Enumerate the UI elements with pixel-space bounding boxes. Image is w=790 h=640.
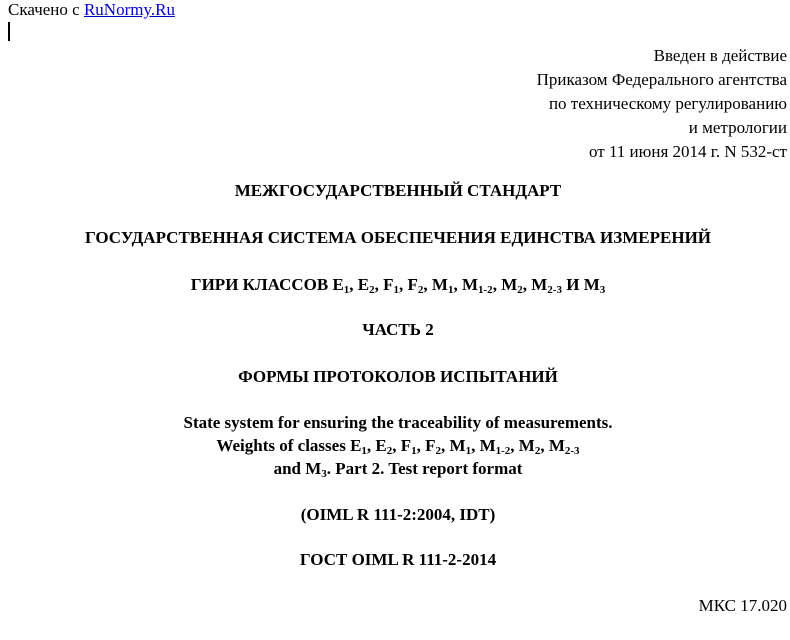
weight-class: $M_3$ — [305, 459, 327, 480]
gost-designation: ГОСТ OIML R 111-2-2014 — [299, 550, 497, 569]
weight-class: $M_{1-2}$ — [479, 436, 511, 457]
weight-class: $F_1$ — [383, 275, 400, 296]
weight-class: $M_2$ — [501, 275, 523, 296]
enactment-note — [537, 44, 787, 164]
english-title-line-3 — [0, 457, 790, 480]
source-line — [8, 0, 175, 20]
english-line3-suffix: . Part 2. Test report format — [326, 459, 523, 478]
enactment-line: Приказом Федерального агентства — [536, 70, 787, 89]
mks-code: МКС 17.020 — [698, 596, 787, 615]
forms-heading: ФОРМЫ ПРОТОКОЛОВ ИСПЫТАНИЙ — [238, 367, 558, 386]
english-line2-prefix: Weights of classes — [216, 436, 351, 455]
weights-class-list: $E_1$, $E_2$, $F_1$, $F_2$, $M_1$, $M_{1-2}$, $M_2$, $M_{2-3}$ И $M_3$ — [332, 275, 606, 296]
state-system-heading: ГОСУДАРСТВЕННАЯ СИСТЕМА ОБЕСПЕЧЕНИЯ ЕДИНСТВА ИЗМЕРЕНИЙ — [84, 228, 712, 247]
weight-class: $E_1$ — [350, 436, 367, 457]
weight-class: $M_{2-3}$ — [531, 275, 562, 296]
enactment-line: и метрологии — [688, 118, 787, 137]
weight-class: $M_1$ — [431, 275, 454, 296]
english-title — [0, 411, 790, 480]
interstate-standard-heading: МЕЖГОСУДАРСТВЕННЫЙ СТАНДАРТ — [234, 181, 562, 200]
weight-class: $F_2$ — [425, 436, 442, 457]
english-title-line-2 — [0, 434, 790, 457]
weights-classes-heading — [0, 275, 790, 295]
text-cursor — [8, 22, 10, 41]
weight-class: $M_1$ — [449, 436, 472, 457]
weight-class: $M_{2-3}$ — [548, 436, 580, 457]
weight-class: $E_2$ — [375, 436, 393, 457]
english-title-line-1: State system for ensuring the traceability of measurements. — [183, 413, 613, 432]
enactment-line: от 11 июня 2014 г. N 532-ст — [588, 142, 787, 161]
part-heading: ЧАСТЬ 2 — [362, 320, 434, 339]
source-link[interactable]: RuNormy.Ru — [83, 0, 175, 19]
weight-class: $F_1$ — [400, 436, 417, 457]
weight-class: $M_3$ — [583, 275, 606, 296]
weight-class: $E_1$ — [332, 275, 350, 296]
weights-prefix: ГИРИ КЛАССОВ — [190, 275, 333, 294]
oiml-reference: (OIML R 111-2:2004, IDT) — [300, 505, 496, 524]
english-line3-prefix: and — [273, 459, 306, 478]
weight-class: $F_2$ — [407, 275, 424, 296]
weight-class: $M_2$ — [518, 436, 541, 457]
enactment-line: по техническому регулированию — [548, 94, 787, 113]
source-prefix: Скачено с — [8, 0, 84, 19]
english-class-list: $E_1$, $E_2$, $F_1$, $F_2$, $M_1$, $M_{1-2}$, $M_2$, $M_{2-3}$ — [350, 436, 580, 457]
enactment-line: Введен в действие — [653, 46, 787, 65]
weight-class: $E_2$ — [357, 275, 375, 296]
weight-class: $M_{1-2}$ — [461, 275, 493, 296]
